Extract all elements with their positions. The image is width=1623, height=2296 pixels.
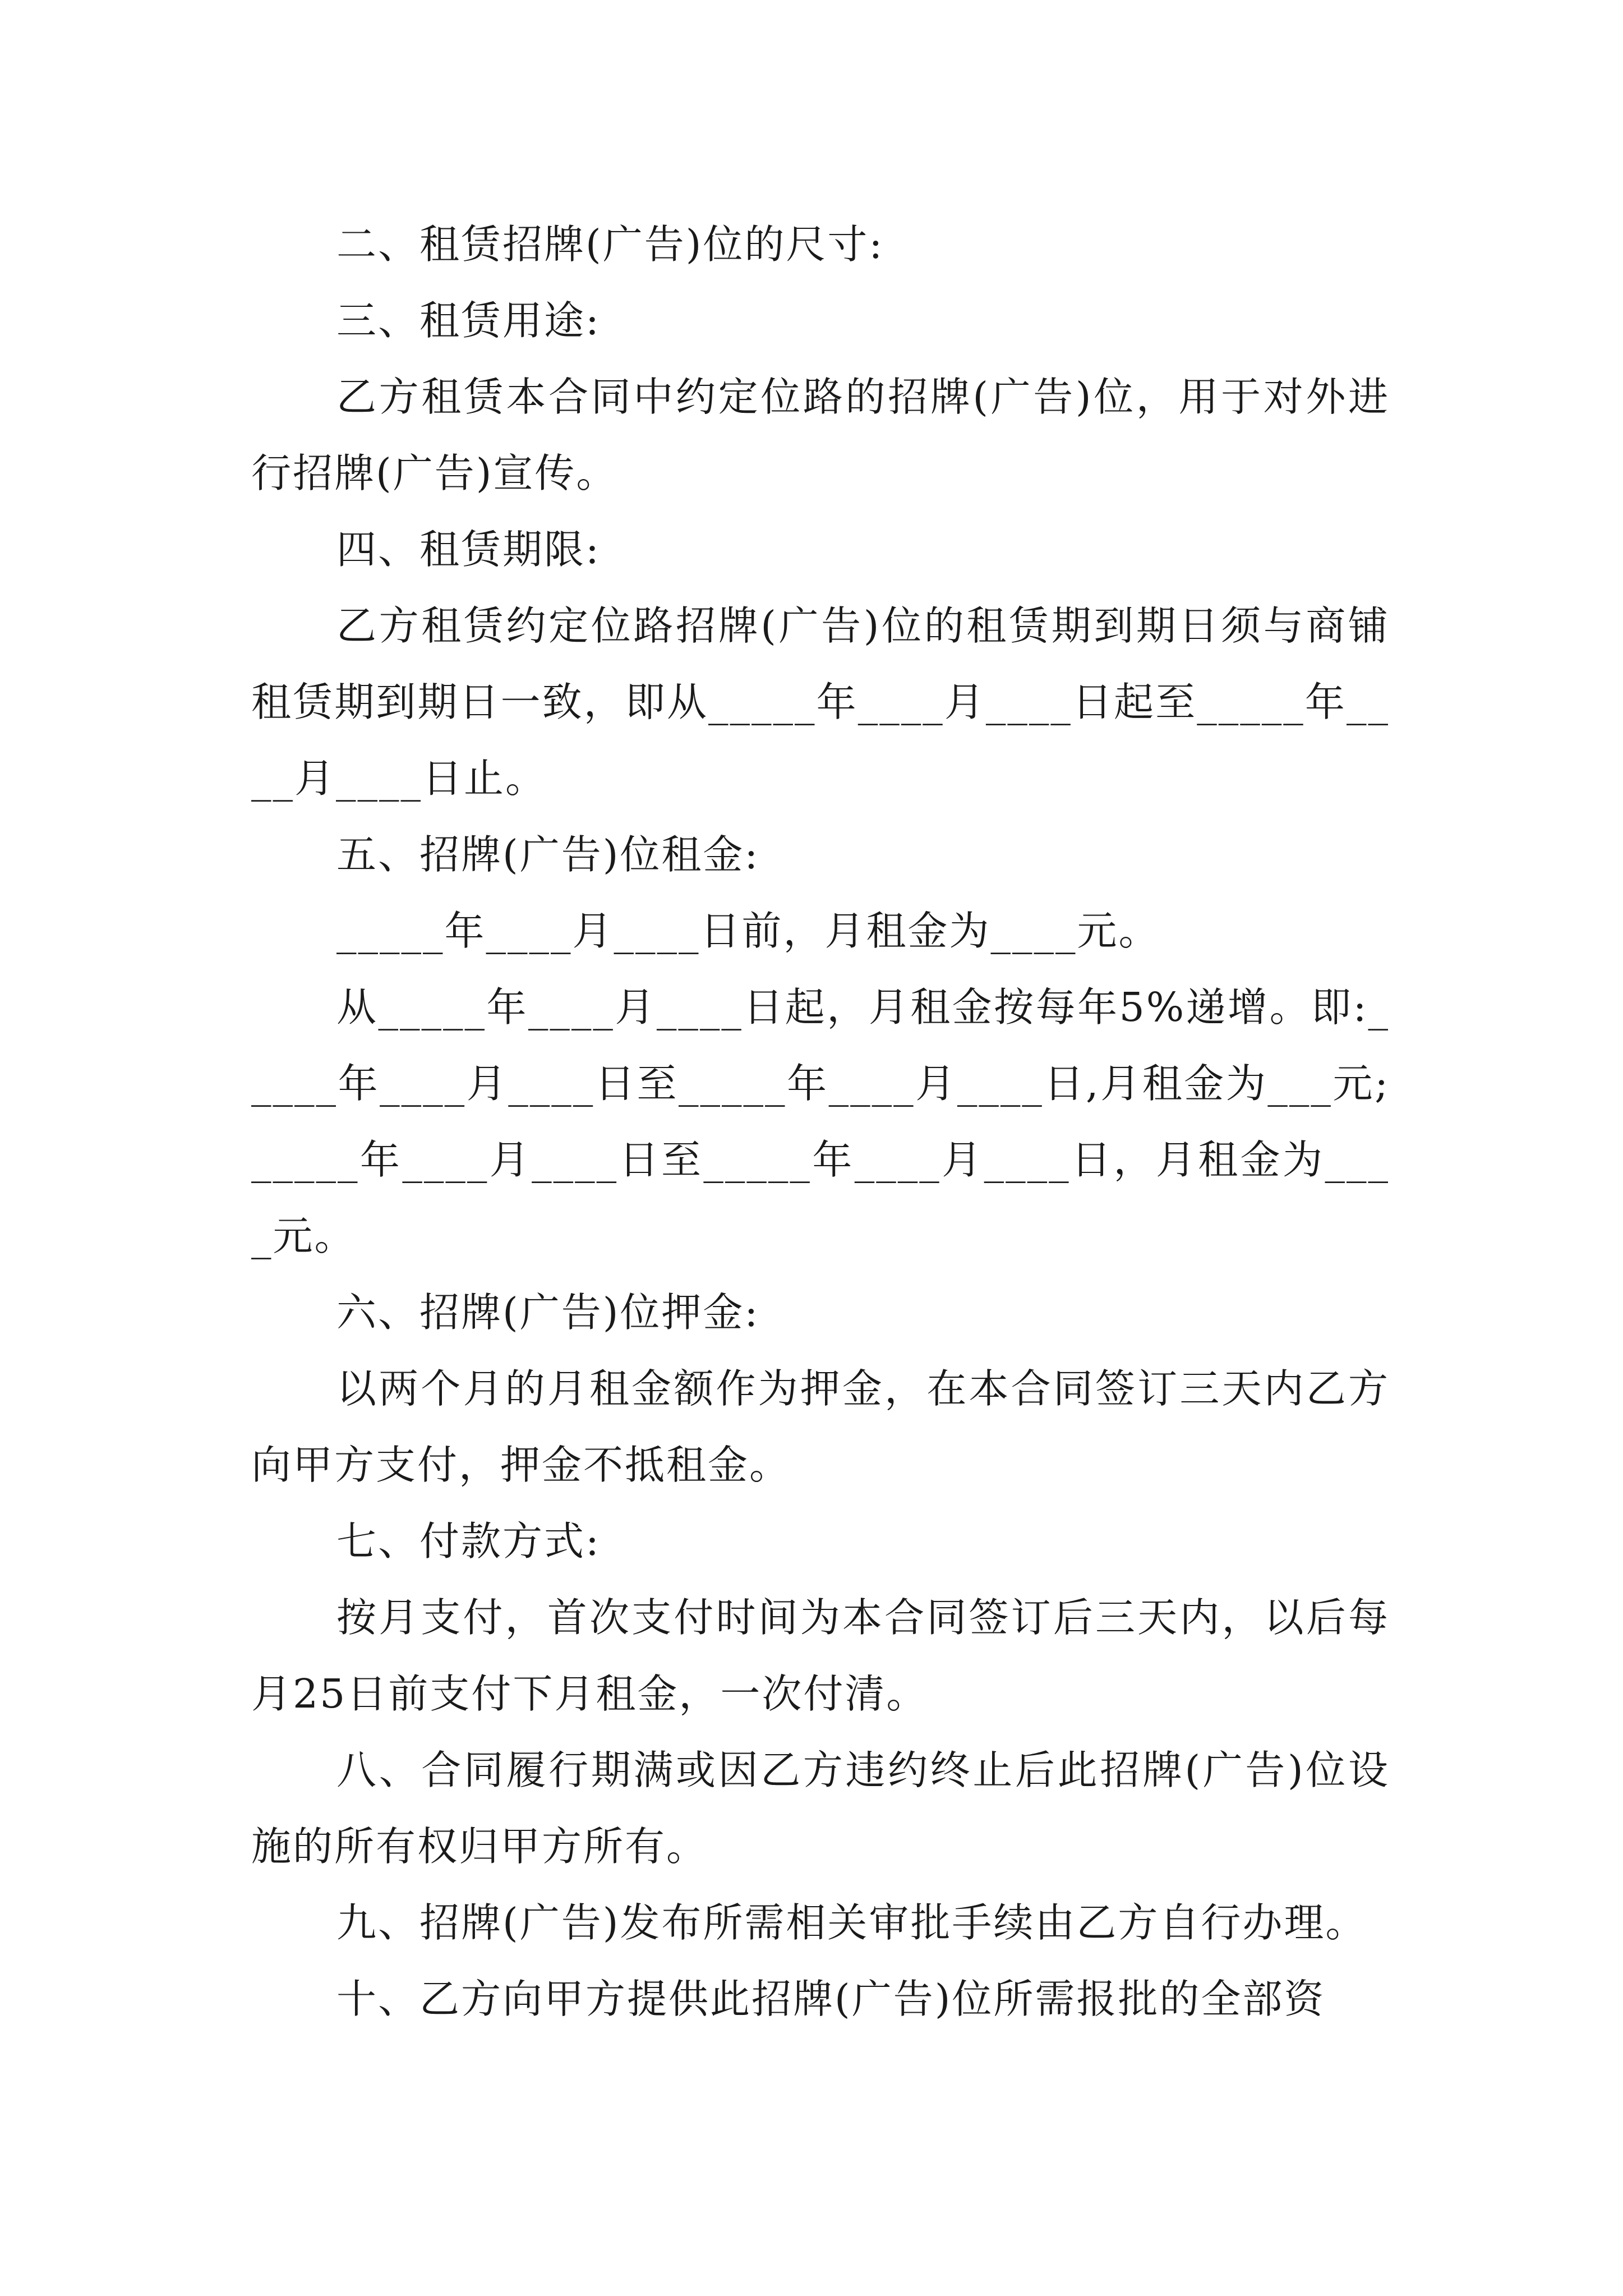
clause-6-deposit-body: 以两个月的月租金额作为押金，在本合同签订三天内乙方向甲方支付，押金不抵租金。: [251, 1365, 1390, 1488]
clause-5-rent-initial: _____年____月____日前，月租金为____元。: [336, 908, 1160, 954]
clause-2-size-heading: 二、租赁招牌(广告)位的尺寸:: [336, 221, 884, 268]
clause-8-ownership: 八、合同履行期满或因乙方违约终止后此招牌(广告)位设施的所有权归甲方所有。: [251, 1747, 1390, 1870]
clause-5-rent-increase: 从_____年____月____日起，月租金按每年5%递增。即:_____年____月____日至_____年____月____日,月租金为___元;_____年____月____日至_____年____月____日，月租金为____元。: [251, 984, 1390, 1259]
clause-4-term-heading: 四、租赁期限:: [336, 526, 601, 573]
clause-3-usage-body: 乙方租赁本合同中约定位路的招牌(广告)位，用于对外进行招牌(广告)宣传。: [251, 374, 1390, 496]
clause-5-rent-heading: 五、招牌(广告)位租金:: [336, 831, 760, 878]
clause-3-usage-heading: 三、租赁用途:: [336, 297, 601, 344]
clause-7-payment-body: 按月支付，首次支付时间为本合同签订后三天内，以后每月25日前支付下月租金，一次付清。: [251, 1594, 1390, 1717]
clause-6-deposit-heading: 六、招牌(广告)位押金:: [336, 1289, 760, 1336]
clause-9-approval: 九、招牌(广告)发布所需相关审批手续由乙方自行办理。: [336, 1899, 1367, 1946]
clause-4-term-body: 乙方租赁约定位路招牌(广告)位的租赁期到期日须与商铺租赁期到期日一致，即从_____年____月____日起至_____年____月____日止。: [251, 602, 1390, 802]
clause-7-payment-heading: 七、付款方式:: [336, 1518, 601, 1565]
clause-10-materials: 十、乙方向甲方提供此招牌(广告)位所需报批的全部资: [336, 1976, 1326, 2022]
